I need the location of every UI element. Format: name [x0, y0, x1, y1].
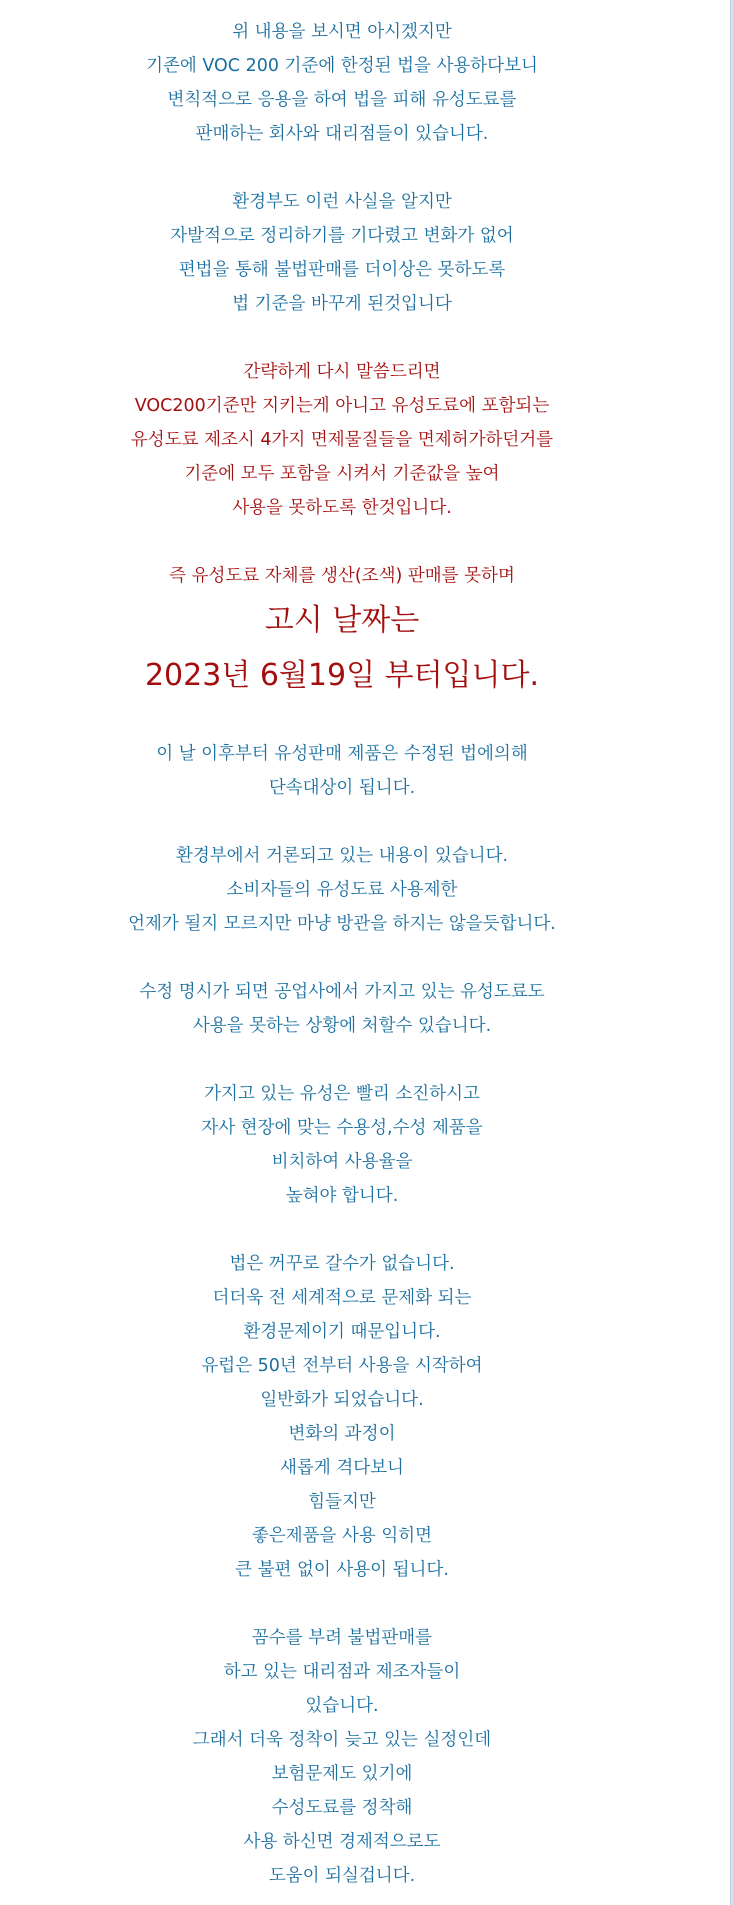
text-line: 언제가 될지 모르지만 마냥 방관을 하지는 않을듯합니다. [128, 914, 556, 934]
text-line: 새롭게 격다보니 [280, 1458, 404, 1478]
text-line: 자사 현장에 맞는 수용성,수성 제품을 [201, 1118, 483, 1138]
notice-text [0, 15, 684, 1893]
notice-effective-date: 2023년 6월19일 부터입니다. [144, 658, 540, 693]
paragraph-workshop-stock [0, 975, 684, 1043]
paragraph-effective-date [0, 559, 684, 703]
paragraph-recommendation [0, 1077, 684, 1213]
paragraph-gap [0, 703, 684, 737]
text-line: 수성도료를 정착해 [271, 1798, 413, 1818]
notice-date-heading: 고시 날짜는 [264, 603, 420, 638]
text-line: 도움이 되실겁니다. [268, 1866, 416, 1886]
paragraph-consumer-restriction [0, 839, 684, 941]
text-line: 비치하여 사용율을 [271, 1152, 413, 1172]
text-line: 환경부도 이런 사실을 알지만 [232, 192, 452, 212]
text-line: 사용을 못하도록 한것입니다. [232, 498, 452, 518]
paragraph-summary [0, 355, 684, 525]
paragraph-environment [0, 1247, 684, 1587]
text-line: 환경문제이기 때문입니다. [243, 1322, 441, 1342]
text-line: 보험문제도 있기에 [271, 1764, 413, 1784]
text-line: 좋은제품을 사용 익히면 [251, 1526, 433, 1546]
paragraph-gap [0, 1043, 684, 1077]
text-line: 위 내용을 보시면 아시겠지만 [232, 22, 452, 42]
text-line: 환경부에서 거론되고 있는 내용이 있습니다. [175, 846, 509, 866]
text-line: 큰 불편 없이 사용이 됩니다. [235, 1560, 449, 1580]
text-line: 자발적으로 정리하기를 기다렸고 변화가 없어 [170, 226, 514, 246]
text-line: 기존에 VOC 200 기준에 한정된 법을 사용하다보니 [146, 56, 538, 76]
text-line: 단속대상이 됩니다. [268, 778, 416, 798]
text-line: 꼼수를 부려 불법판매를 [251, 1628, 433, 1648]
text-line: 편법을 통해 불법판매를 더이상은 못하도록 [178, 260, 506, 280]
text-line: 변칙적으로 응용을 하여 법을 피해 유성도료를 [167, 90, 517, 110]
text-line: 하고 있는 대리점과 제조자들이 [223, 1662, 461, 1682]
text-line: 간략하게 다시 말씀드리면 [243, 362, 441, 382]
paragraph-gap [0, 151, 684, 185]
text-line: 법 기준을 바꾸게 된것입니다 [232, 294, 452, 314]
text-line: 높혀야 합니다. [285, 1186, 399, 1206]
text-line: 사용 하신면 경제적으로도 [243, 1832, 441, 1852]
paragraph-gap [0, 525, 684, 559]
text-line: 그래서 더욱 정착이 늦고 있는 실정인데 [192, 1730, 492, 1750]
text-line: 법은 꺼꾸로 갈수가 없습니다. [229, 1254, 455, 1274]
paragraph-gap [0, 1213, 684, 1247]
text-line: 즉 유성도료 자체를 생산(조색) 판매를 못하며 [169, 566, 515, 586]
text-line: 변화의 과정이 [288, 1424, 396, 1444]
text-line: 유성도료 제조시 4가지 면제물질들을 면제허가하던거를 [130, 430, 554, 450]
text-line: 판매하는 회사와 대리점들이 있습니다. [195, 124, 489, 144]
text-line: 이 날 이후부터 유성판매 제품은 수정된 법에의해 [156, 744, 528, 764]
paragraph-gap [0, 1587, 684, 1621]
paragraph-ministry-action [0, 185, 684, 321]
text-line: 있습니다. [305, 1696, 379, 1716]
text-line: 가지고 있는 유성은 빨리 소진하시고 [204, 1084, 480, 1104]
paragraph-gap [0, 805, 684, 839]
paragraph-voc-background [0, 15, 684, 151]
paragraph-gap [0, 321, 684, 355]
paragraph-gap [0, 941, 684, 975]
text-line: 사용을 못하는 상황에 처할수 있습니다. [192, 1016, 492, 1036]
paragraph-closing [0, 1621, 684, 1893]
text-line: 유럽은 50년 전부터 사용을 시작하여 [201, 1356, 483, 1376]
text-line: 일반화가 되었습니다. [260, 1390, 424, 1410]
text-line: 기준에 모두 포함을 시켜서 기준값을 높여 [184, 464, 500, 484]
paragraph-enforcement [0, 737, 684, 805]
text-line: 더더욱 전 세계적으로 문제화 되는 [212, 1288, 472, 1308]
text-line: 소비자들의 유성도료 사용제한 [226, 880, 458, 900]
text-line: VOC200기준만 지키는게 아니고 유성도료에 포함되는 [134, 396, 550, 416]
text-line: 힘들지만 [308, 1492, 376, 1512]
text-line: 수정 명시가 되면 공업사에서 가지고 있는 유성도료도 [139, 982, 545, 1002]
